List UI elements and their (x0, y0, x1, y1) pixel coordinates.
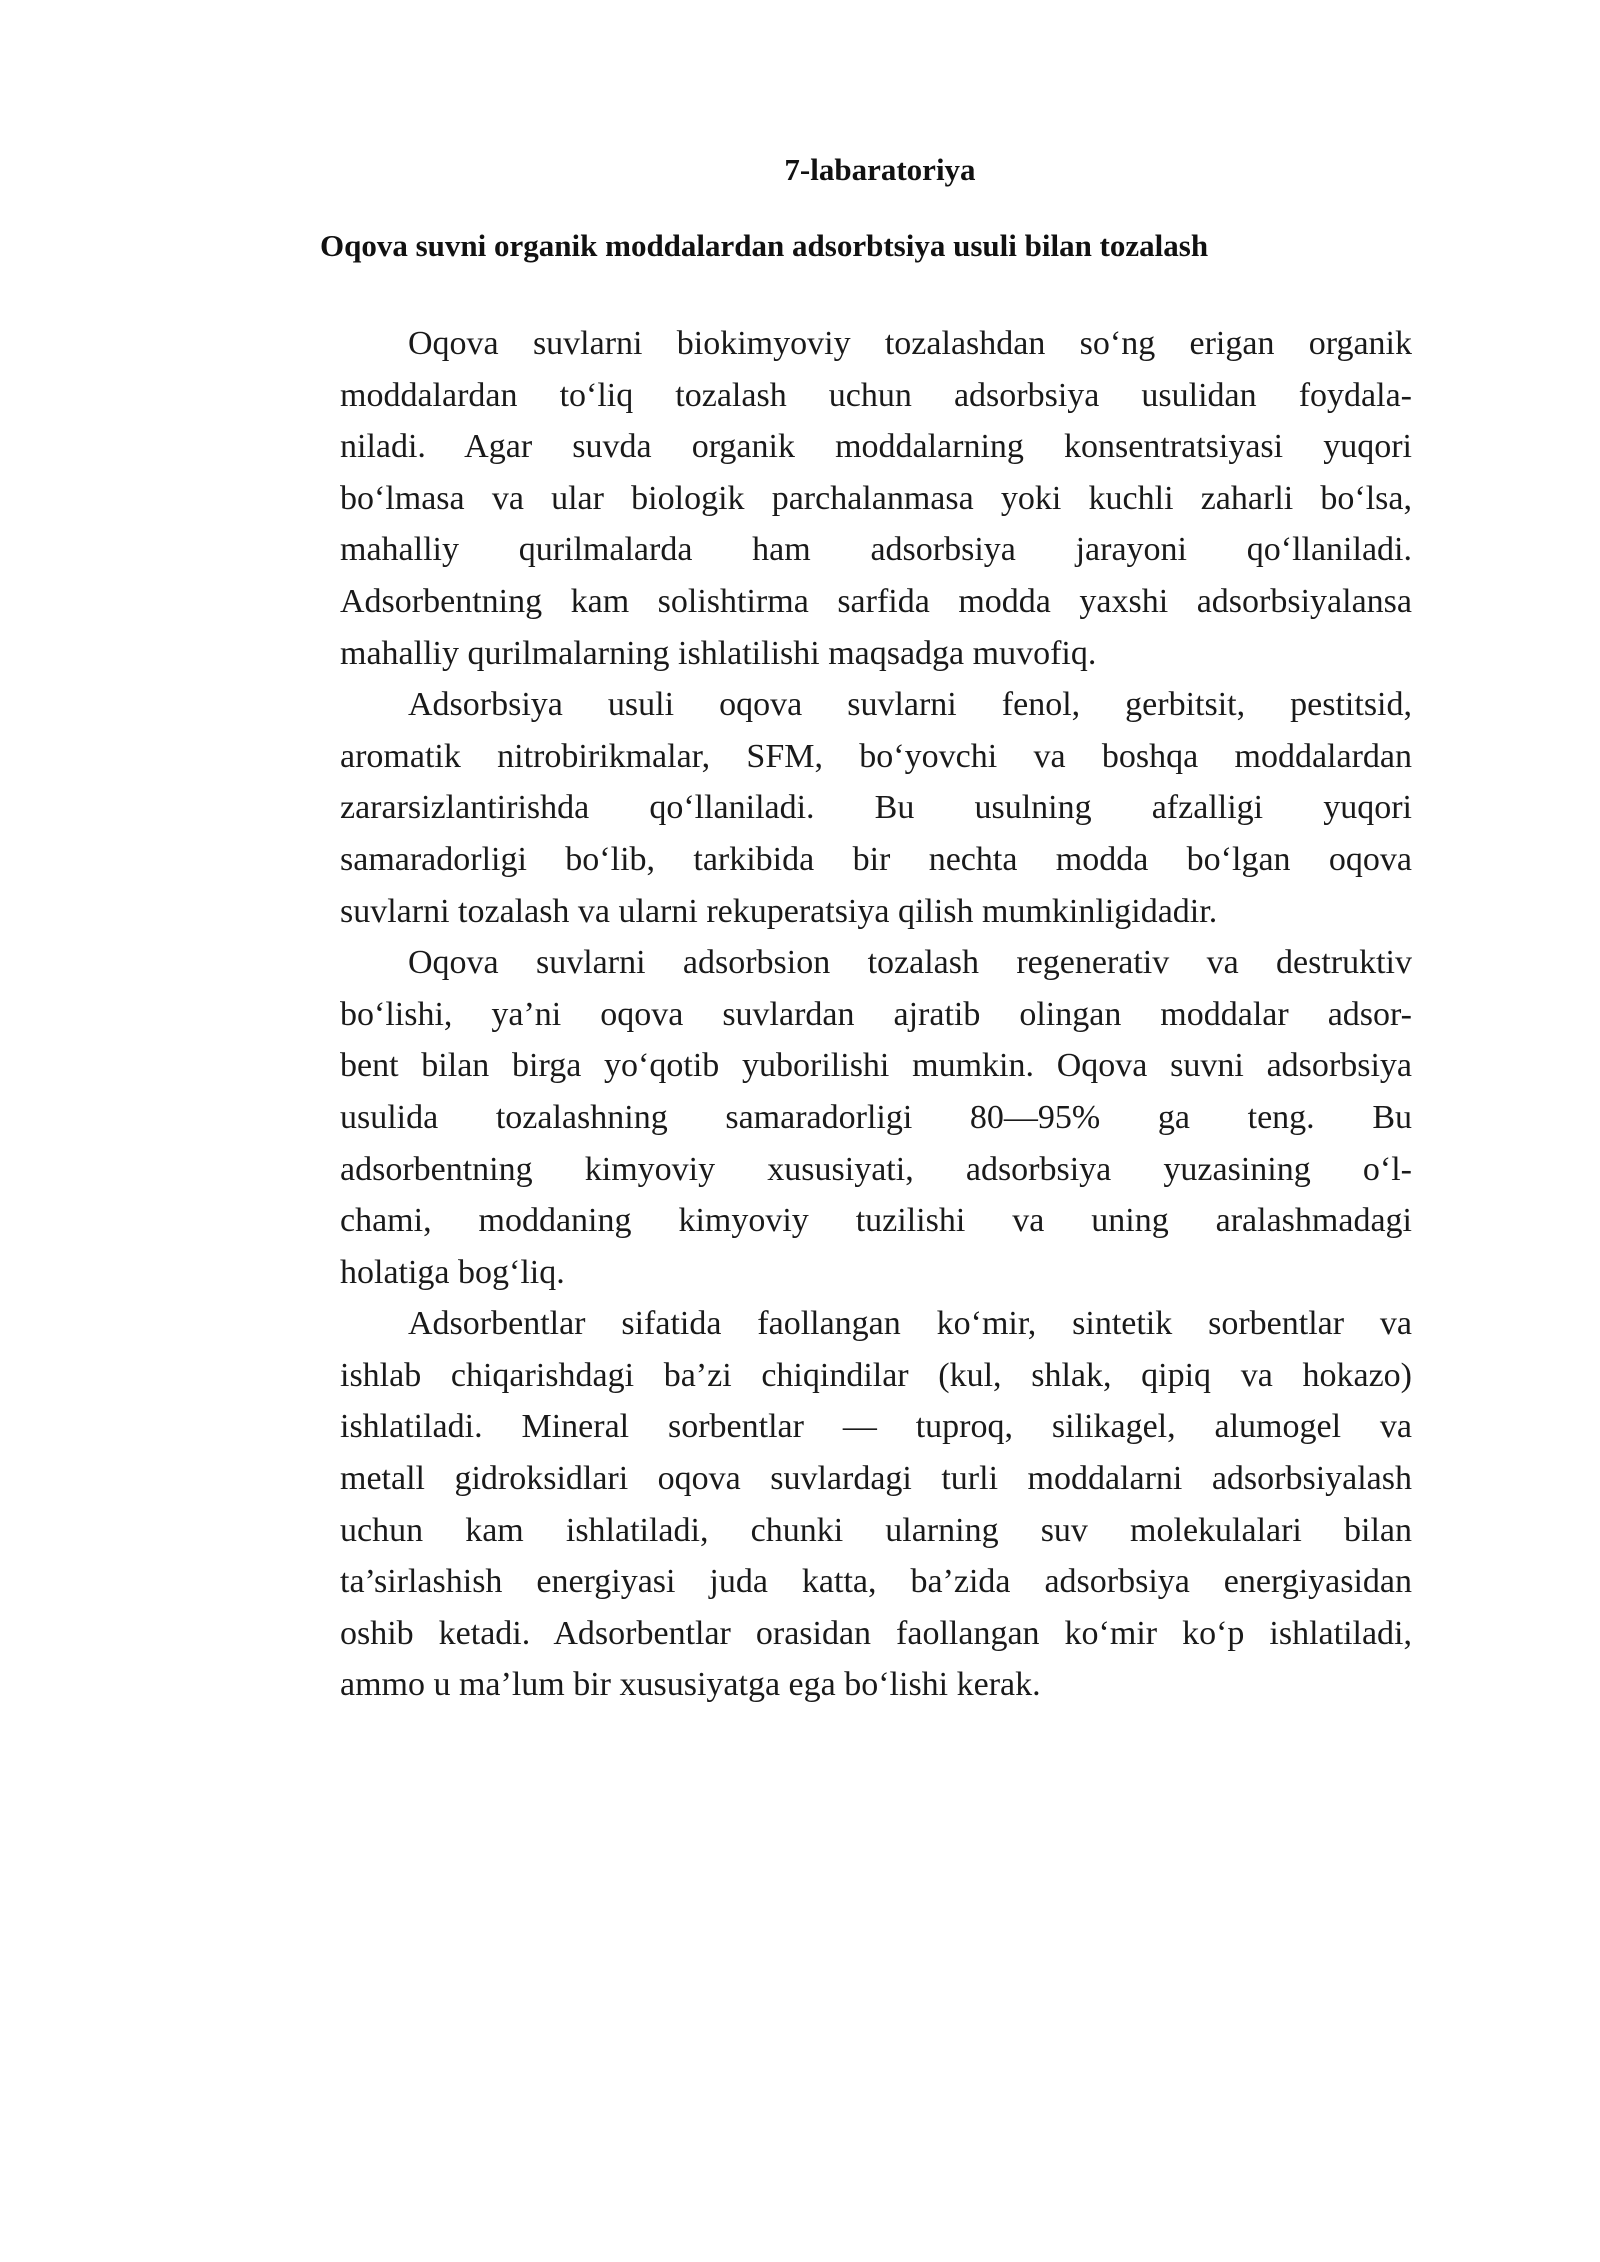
text-line: mahalliy qurilmalarning ishlatilishi maqsadga muvofiq. (340, 634, 1097, 672)
text-line: Oqova suvlarni adsorbsion tozalash regenerativ va destruktiv (408, 944, 1412, 982)
text-line: Adsorbentning kam solishtirma sarfida modda yaxshi adsorbsiyalansa (340, 582, 1412, 620)
text-line: oshib ketadi. Adsorbentlar orasidan faollangan ko‘mir ko‘p ishlatiladi, (340, 1614, 1412, 1652)
text-line: Adsorbsiya usuli oqova suvlarni fenol, gerbitsit, pestitsid, (408, 686, 1412, 724)
text-line: Oqova suvlarni biokimyoviy tozalashdan so‘ng erigan organik (408, 325, 1412, 362)
text-line: chami, moddaning kimyoviy tuzilishi va uning aralashmadagi (340, 1202, 1412, 1240)
text-line: metall gidroksidlari oqova suvlardagi turli moddalarni adsorbsiyalash (340, 1460, 1412, 1498)
text-line: suvlarni tozalash va ularni rekuperatsiya qilish mumkinligidadir. (340, 892, 1218, 930)
text-line: aromatik nitrobirikmalar, SFM, bo‘yovchi va boshqa moddalardan (340, 737, 1412, 775)
paragraph-3 (272, 937, 1412, 1298)
text-line: holatiga bog‘liq. (340, 1253, 565, 1291)
document-title: Oqova suvni organik moddalardan adsorbtsiya usuli bilan tozalash (320, 228, 1209, 263)
text-line: bo‘lmasa va ular biologik parchalanmasa yoki kuchli zaharli bo‘lsa, (340, 479, 1412, 517)
text-line: ammo u ma’lum bir xususiyatga ega bo‘lishi kerak. (340, 1666, 1041, 1704)
text-line: adsorbentning kimyoviy xususiyati, adsorbsiya yuzasining o‘l- (340, 1150, 1412, 1188)
text-line: bo‘lishi, ya’ni oqova suvlardan ajratib olingan moddalar adsor- (340, 995, 1412, 1033)
text-line: mahalliy qurilmalarda ham adsorbsiya jarayoni qo‘llaniladi. (340, 531, 1412, 569)
text-line: samaradorligi bo‘lib, tarkibida bir nechta modda bo‘lgan oqova (340, 840, 1412, 878)
text-line: uchun kam ishlatiladi, chunki ularning suv molekulalari bilan (340, 1511, 1412, 1549)
text-line: ishlab chiqarishdagi ba’zi chiqindilar (kul, shlak, qipiq va hokazo) (340, 1356, 1412, 1394)
text-line: moddalardan to‘liq tozalash uchun adsorbsiya usulidan foydala- (340, 376, 1412, 414)
lab-number-heading: 7-labaratoriya (784, 152, 976, 187)
text-line: Adsorbentlar sifatida faollangan ko‘mir, sintetik sorbentlar va (408, 1305, 1412, 1343)
paragraph-2 (272, 679, 1412, 937)
text-line: ta’sirlashish energiyasi juda katta, ba’zida adsorbsiya energiyasidan (340, 1563, 1412, 1601)
text-line: bent bilan birga yo‘qotib yuborilishi mumkin. Oqova suvni adsorbsiya (340, 1047, 1412, 1085)
text-line: ishlatiladi. Mineral sorbentlar — tuproq, silikagel, alumogel va (340, 1408, 1412, 1446)
paragraph-1 (272, 318, 1412, 679)
text-line: zararsizlantirishda qo‘llaniladi. Bu usulning afzalligi yuqori (340, 789, 1412, 827)
paragraph-4 (272, 1298, 1412, 1711)
body-text (272, 318, 1412, 1711)
text-line: usulida tozalashning samaradorligi 80—95% ga teng. Bu (340, 1098, 1412, 1136)
text-line: niladi. Agar suvda organik moddalarning konsentratsiyasi yuqori (340, 428, 1412, 466)
